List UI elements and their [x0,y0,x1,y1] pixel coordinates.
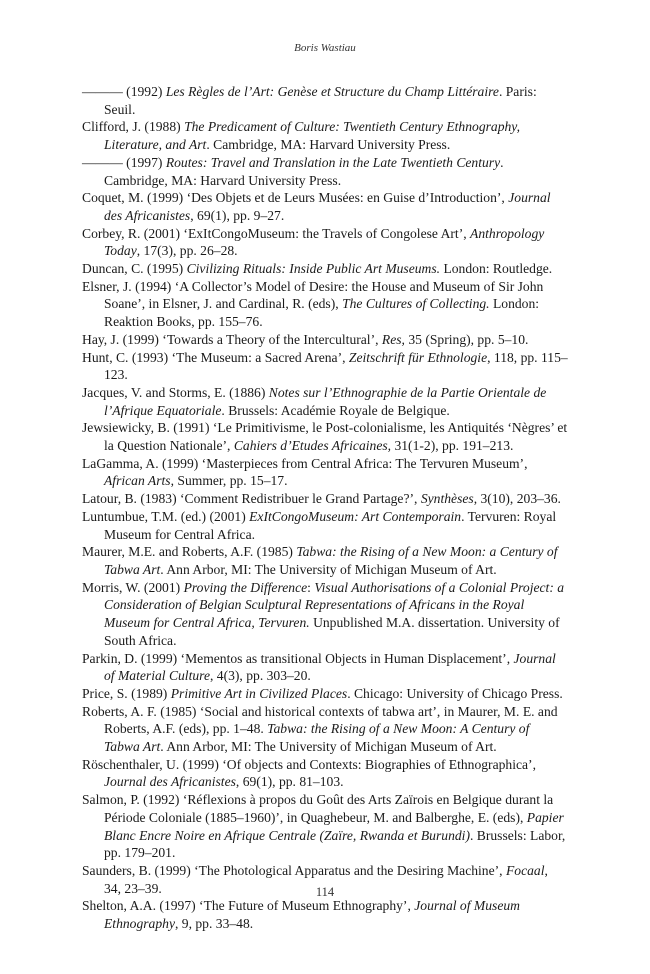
reference-text: . Tervuren: Royal Museum for Central Africa. [104,508,557,542]
reference-entry [82,331,568,349]
reference-entry [82,490,568,508]
reference-text: 35 (Spring), pp. 5–10. [404,331,529,347]
reference-text: Unpublished M.A. dissertation. University of South Africa. [104,615,560,648]
reference-entry [82,118,568,153]
reference-text: Corbey, R. (2001) ‘ExItCongoMuseum: the Travels of Congolese Art’, [82,225,471,241]
reference-text: Jewsiewicky, B. (1991) ‘Le Primitivisme, le Post-colonialisme, les Antiquités ‘Nègres’ et la Question Nationale’, [82,420,568,454]
reference-entry [82,650,568,685]
reference-entry [82,543,568,578]
reference-text: , 17(3), pp. 26–28. [136,243,238,259]
reference-text: Maurer, M.E. and Roberts, A.F. (1985) [82,544,297,560]
reference-text: 31(1-2), pp. 191–213. [391,438,514,454]
reference-entry [82,384,568,419]
reference-text: ——— (1997) [82,154,166,170]
reference-title: Journal of Material Culture [104,650,556,684]
reference-title: Cahiers d’Etudes Africaines, [233,438,392,454]
reference-title: Proving the Difference [183,579,308,595]
reference-title: Tabwa: the Rising of a New Moon: A Century of Tabwa Art [104,721,530,755]
reference-text: Saunders, B. (1999) ‘The Photological Apparatus and the Desiring Machine’, [82,862,506,878]
reference-text: Latour, B. (1983) ‘Comment Redistribuer le Grand Partage?’, [82,491,421,507]
reference-title: Les Règles de l’Art: Genèse et Structure du Champ Littéraire [165,84,499,99]
reference-title: Visual Authorisations of a Colonial Project: a Consideration of Belgian Sculptural Representations of Africans in the Royal Museum for Central Africa, Tervuren. [104,579,565,631]
reference-text: , 118, pp. 115–123. [104,349,568,383]
reference-entry [82,278,568,331]
reference-entry [82,419,568,454]
reference-title: Civilizing Rituals: Inside Public Art Museums. [186,261,441,277]
reference-entry [82,703,568,756]
reference-title: Primitive Art in Civilized Places [170,685,348,701]
reference-text: Elsner, J. (1994) ‘A Collector’s Model of Desire: the House and Museum of Sir John Soane’, in Elsner, J. and Cardinal, R. (eds), [82,278,544,312]
reference-title: Focaal [505,862,545,878]
reference-text: Röschenthaler, U. (1999) ‘Of objects and Contexts: Biographies of Ethnographica’, [82,756,536,772]
reference-text: , Summer, pp. 15–17. [170,473,288,489]
reference-text: Clifford, J. (1988) [82,119,185,135]
reference-text: Luntumbue, T.M. (ed.) (2001) [82,508,250,524]
reference-text: Price, S. (1989) [82,685,171,701]
reference-entry [82,455,568,490]
running-head: Boris Wastiau [294,42,356,54]
reference-entry [82,508,568,543]
reference-title: The Cultures of Collecting. [342,296,490,312]
reference-title: Journal of Museum Ethnography [104,898,520,932]
reference-text: Hunt, C. (1993) ‘The Museum: a Sacred Arena’, [82,349,349,365]
reference-text: Hay, J. (1999) ‘Towards a Theory of the Intercultural’, [82,331,382,347]
reference-entry [82,83,568,118]
reference-entry [82,897,568,932]
reference-title: Tabwa: the Rising of a New Moon: a Century of Tabwa Art [104,544,558,577]
reference-text: LaGamma, A. (1999) ‘Masterpieces from Central Africa: The Tervuren Museum’, [82,455,528,471]
reference-text: , 4(3), pp. 303–20. [209,668,311,684]
reference-title: The Predicament of Culture: Twentieth Century Ethnography, Literature, and Art [104,119,520,153]
reference-text: Salmon, P. (1992) ‘Réflexions à propos du Goût des Arts Zaïrois en Belgique durant la Période Coloniale (1885–1960)’, in Quaghebeur, M. and Balberghe, E. (eds), [82,792,554,825]
reference-text: , 34, 23–39. [104,862,548,896]
reference-text: Coquet, M. (1999) ‘Des Objets et de Leurs Musées: en Guise d’Introduction’, [82,190,509,206]
reference-text: , 3(10), 203–36. [473,491,561,507]
reference-title: Routes: Travel and Translation in the Late Twentieth Century [165,154,501,170]
reference-text: Duncan, C. (1995) [82,261,187,277]
reference-text: Shelton, A.A. (1997) ‘The Future of Museum Ethnography’, [82,898,415,914]
reference-title: Synthèses [420,491,474,507]
reference-entry [82,260,568,278]
reference-text: Morris, W. (2001) [82,579,184,595]
reference-title: Notes sur l’Ethnographie de la Partie Orientale de l’Afrique Equatoriale [104,384,547,418]
reference-list [82,83,568,933]
reference-entry [82,189,568,224]
reference-text: , 9, pp. 33–48. [174,916,254,932]
reference-text: Parkin, D. (1999) ‘Mementos as transitional Objects in Human Displacement’, [82,650,514,666]
reference-text: . Brussels: Labor, pp. 179–201. [104,827,566,861]
reference-entry [82,225,568,260]
reference-entry [82,154,568,189]
reference-title: African Arts [104,473,171,489]
reference-entry [82,685,568,703]
reference-text: . Ann Arbor, MI: The University of Michigan Museum of Art. [160,561,497,577]
reference-text: : [307,579,315,595]
reference-text: ——— (1992) [82,84,166,99]
reference-text: Roberts, A. F. (1985) ‘Social and historical contexts of tabwa art’, in Maurer, M. E. and Roberts, A.F. (eds), pp. 1–48. [82,703,558,737]
reference-text: . Paris: Seuil. [104,84,537,117]
reference-title: Journal des Africanistes [104,774,236,790]
reference-title: ExItCongoMuseum: Art Contemporain [249,508,462,524]
reference-text: London: Routledge. [440,261,553,277]
reference-entry [82,756,568,791]
reference-text: , 69(1), pp. 81–103. [235,774,344,790]
reference-text: London: Reaktion Books, pp. 155–76. [104,296,540,330]
reference-entry [82,579,568,650]
reference-text: . Cambridge, MA: Harvard University Press. [104,154,504,188]
reference-entry [82,349,568,384]
reference-title: Journal des Africanistes [104,190,551,223]
reference-title: Papier Blanc Encre Noire en Afrique Centrale (Zaïre, Rwanda et Burundi) [104,809,564,843]
reference-title: Anthropology Today [104,225,545,259]
reference-text: Jacques, V. and Storms, E. (1886) [82,384,269,400]
reference-text: . Chicago: University of Chicago Press. [347,685,563,701]
reference-text: , 69(1), pp. 9–27. [190,207,285,223]
reference-title: Res, [381,331,405,347]
reference-text: . Ann Arbor, MI: The University of Michigan Museum of Art. [160,739,497,755]
page-number: 114 [315,885,335,899]
reference-text: . Brussels: Académie Royale de Belgique. [221,402,450,418]
reference-text: . Cambridge, MA: Harvard University Press. [206,137,451,153]
reference-title: Zeitschrift für Ethnologie [348,349,488,365]
reference-entry [82,791,568,862]
